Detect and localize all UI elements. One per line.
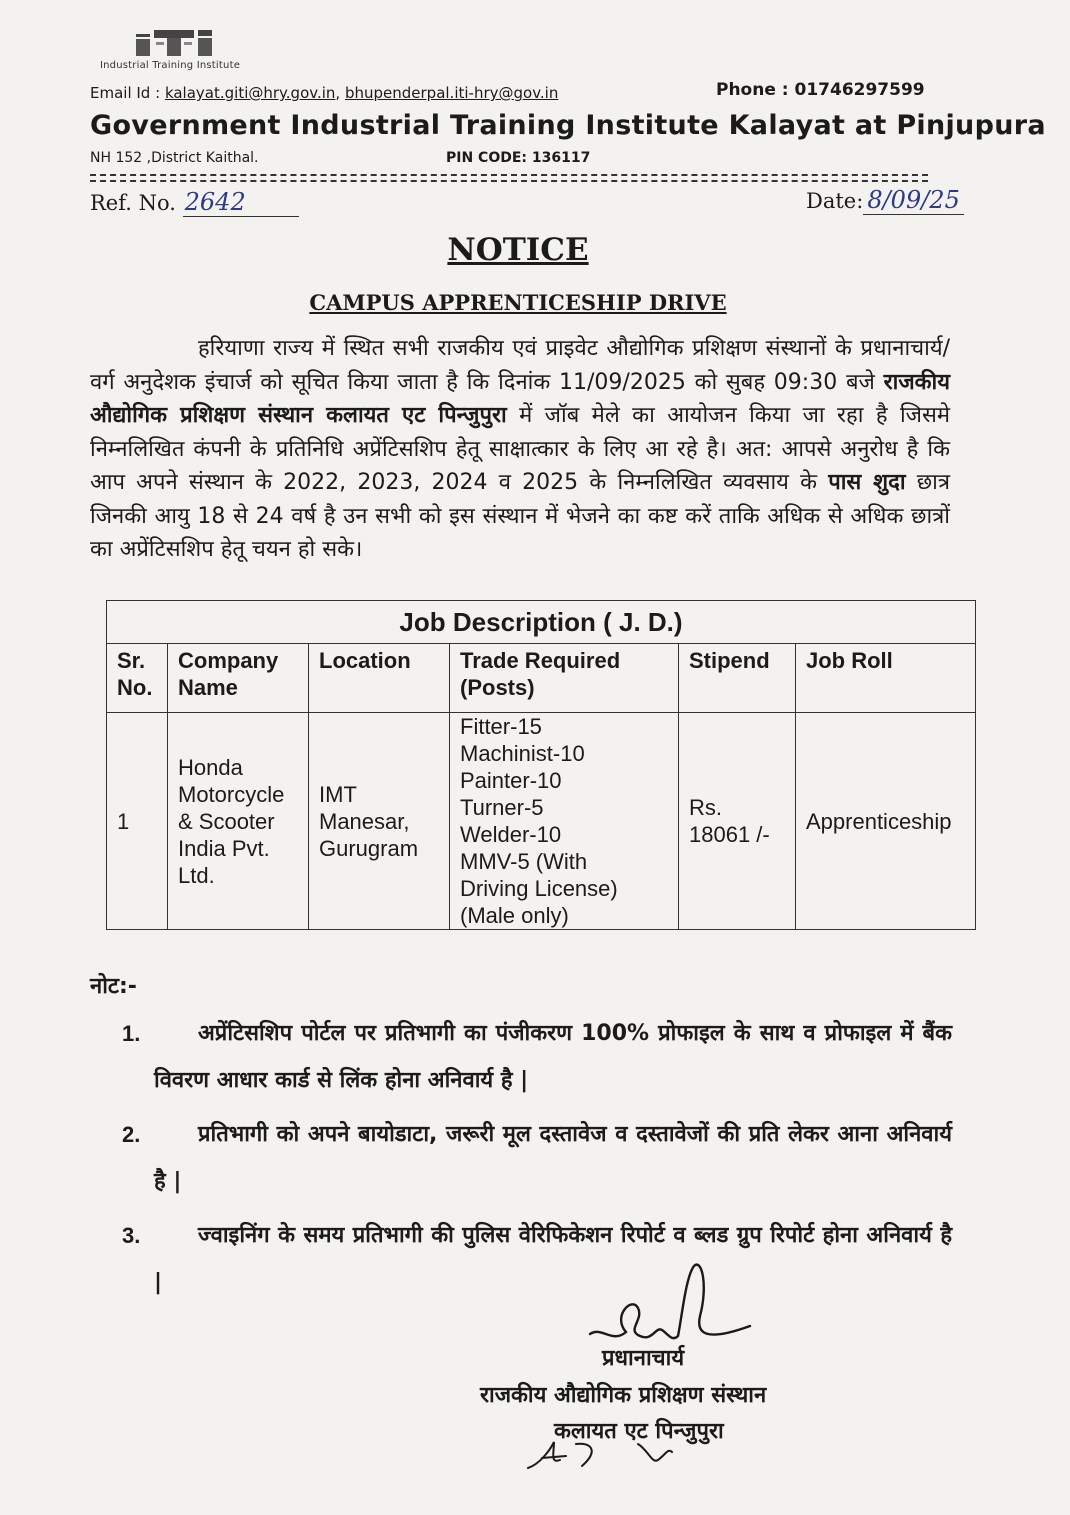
company-line: & Scooter xyxy=(178,808,275,834)
email-line xyxy=(90,84,558,102)
note-text: अप्रेंटिसशिप पोर्टल पर प्रतिभागी का पंजीकरण 100% प्रोफाइल के साथ व प्रोफाइल में बैंक विवरण आधार कार्ड से लिंक होना अनिवार्य है | xyxy=(154,1021,952,1093)
note-number: 2. xyxy=(122,1122,141,1147)
notes-heading: नोट:- xyxy=(90,974,137,999)
notice-body xyxy=(90,332,950,567)
ref-value: 2642 xyxy=(183,188,299,217)
signature-place: कलायत एट पिन्जुपुरा xyxy=(554,1419,724,1444)
note-number: 3. xyxy=(122,1223,141,1248)
cell-location xyxy=(309,713,450,930)
company-line: Honda xyxy=(178,754,243,780)
header-trade: Trade Required (Posts) xyxy=(450,644,679,713)
trade-item: Fitter-15 xyxy=(460,714,542,739)
header-stipend: Stipend xyxy=(679,644,796,713)
table-row xyxy=(107,713,976,930)
header-sr-no: Sr. No. xyxy=(107,644,168,713)
note-text: ज्वाइनिंग के समय प्रतिभागी की पुलिस वेरिफिकेशन रिपोर्ट व ब्लड ग्रुप रिपोर्ट होना अनिवार्य है | xyxy=(154,1223,952,1295)
note-text: प्रतिभागी को अपने बायोडाटा, जरूरी मूल दस्तावेज व दस्तावेजों की प्रति लेकर आना अनिवार्य है | xyxy=(154,1122,952,1194)
pin-code: PIN CODE: 136117 xyxy=(446,150,591,166)
note-item xyxy=(122,1010,952,1104)
iti-logo-icon xyxy=(134,28,220,58)
company-line: Ltd. xyxy=(178,862,215,888)
cell-job-roll: Apprenticeship xyxy=(796,713,976,930)
iti-logo xyxy=(100,28,260,71)
header-job-roll: Job Roll xyxy=(796,644,976,713)
body-part-2: में जॉब मेले का आयोजन किया जा रहा है जिसमे निम्नलिखित कंपनी के प्रतिनिधि अप्रेंटिसशिप हेतू साक्षात्कार के लिए आ रहे है। अत: आपसे अनुरोध है कि आप अपने संस्थान के 2022, 2023, 2024 व 2025 के निम्नलिखित व्यवसाय के xyxy=(90,403,950,495)
body-bold-institute: राजकीय औद्योगिक प्रशिक्षण संस्थान कलायत एट पिन्जुपुरा xyxy=(90,369,950,428)
signature-title: प्रधानाचार्य xyxy=(602,1346,685,1371)
cell-stipend xyxy=(679,713,796,930)
cell-company xyxy=(168,713,309,930)
ref-number xyxy=(90,188,299,217)
body-part-1: हरियाणा राज्य में स्थित सभी राजकीय एवं प्राइवेट औद्योगिक प्रशिक्षण संस्थानों के प्रधानाचार्य/वर्ग अनुदेशक इंचार्ज को सूचित किया जाता है कि दिनांक 11/09/2025 को सुबह 09:30 बजे xyxy=(90,336,950,395)
stipend-line: 18061 /- xyxy=(689,822,770,847)
company-line: Motorcycle xyxy=(178,781,285,807)
institute-address: NH 152 ,District Kaithal. xyxy=(90,150,259,166)
note-item xyxy=(122,1212,952,1306)
body-part-3: छात्र जिनकी आयु 18 से 24 वर्ष है उन सभी को इस संस्थान में भेजने का कष्ट करें ताकि अधिक से अधिक छात्रों का अप्रेंटिसशिप हेतू चयन हो सके। xyxy=(90,470,950,562)
company-line: India Pvt. xyxy=(178,835,270,861)
trade-item: MMV-5 (With xyxy=(460,849,588,874)
date-label: Date: xyxy=(806,189,864,213)
drive-title: CAMPUS APPRENTICESHIP DRIVE xyxy=(309,290,727,315)
header-location: Location xyxy=(309,644,450,713)
header-company: Company Name xyxy=(168,644,309,713)
notes-list xyxy=(122,1010,952,1313)
trade-item: Machinist-10 xyxy=(460,741,585,766)
trade-item: Turner-5 xyxy=(460,795,544,820)
signature-institute: राजकीय औद्योगिक प्रशिक्षण संस्थान xyxy=(480,1383,767,1408)
location-line: Manesar, xyxy=(319,808,410,834)
stipend-line: Rs. xyxy=(689,795,722,820)
cell-sr: 1 xyxy=(107,713,168,930)
table-header-row xyxy=(107,644,976,713)
trade-item: Welder-10 xyxy=(460,822,562,847)
institute-name: Government Industrial Training Institute Kalayat at Pinjupura xyxy=(90,110,1046,141)
trade-item: Driving License) xyxy=(460,876,618,901)
location-line: IMT xyxy=(319,781,357,807)
ref-label: Ref. No. xyxy=(90,191,176,215)
header-divider-2 xyxy=(90,180,928,182)
note-number: 1. xyxy=(122,1021,141,1046)
phone-number: Phone : 01746297599 xyxy=(716,80,925,100)
email-label: Email Id : xyxy=(90,84,161,102)
job-description-table xyxy=(106,600,976,930)
logo-subtitle: Industrial Training Institute xyxy=(100,60,241,71)
email-link-1[interactable]: kalayat.giti@hry.gov.in xyxy=(164,84,336,102)
email-link-2[interactable]: bhupenderpal.iti-hry@gov.in xyxy=(344,84,559,102)
body-bold-passed: पास शुदा xyxy=(828,470,906,495)
email-separator: , xyxy=(335,84,341,102)
notice-date xyxy=(806,186,964,215)
trade-item: (Male only) xyxy=(460,903,569,928)
date-value: 8/09/25 xyxy=(863,186,964,215)
location-line: Gurugram xyxy=(319,835,419,861)
cell-trades xyxy=(450,713,679,930)
trade-item: Painter-10 xyxy=(460,768,562,793)
notice-title: NOTICE xyxy=(447,232,589,268)
header-divider xyxy=(90,174,928,176)
initials-mark xyxy=(520,1430,700,1480)
note-item xyxy=(122,1111,952,1205)
table-title: Job Description ( J. D.) xyxy=(107,601,976,644)
